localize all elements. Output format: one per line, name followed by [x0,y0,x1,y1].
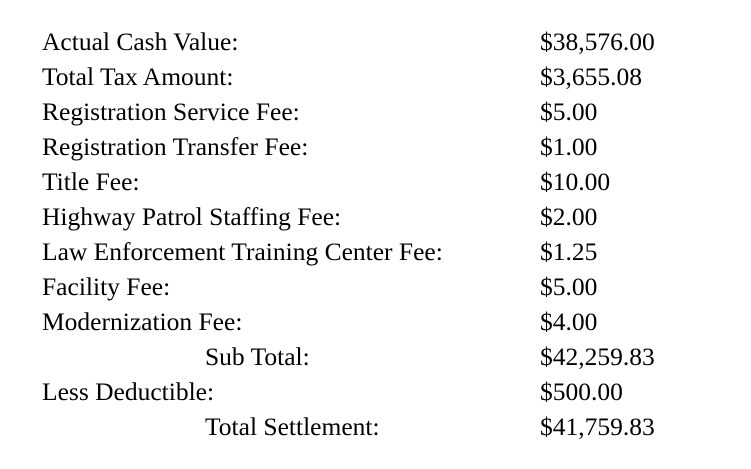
row-label: Total Settlement: [205,412,380,441]
row-modernization-fee [0,304,751,339]
row-actual-cash-value [0,24,751,59]
row-value: $41,759.83 [540,412,655,441]
row-value: $5.00 [540,272,598,301]
row-label: Facility Fee: [42,272,171,301]
row-value: $5.00 [540,97,598,126]
row-label: Modernization Fee: [42,307,243,336]
row-less-deductible [0,374,751,409]
row-value: $3,655.08 [540,62,642,91]
row-registration-transfer-fee [0,129,751,164]
row-title-fee [0,164,751,199]
row-label: Actual Cash Value: [42,27,239,56]
row-highway-patrol-staffing-fee [0,199,751,234]
row-label: Highway Patrol Staffing Fee: [42,202,342,231]
row-total-settlement [0,409,751,444]
row-total-tax-amount [0,59,751,94]
row-label: Registration Service Fee: [42,97,300,126]
row-label: Total Tax Amount: [42,62,234,91]
row-value: $1.00 [540,132,598,161]
row-label: Less Deductible: [42,377,215,406]
row-facility-fee [0,269,751,304]
row-sub-total [0,339,751,374]
row-value: $38,576.00 [540,27,655,56]
row-value: $500.00 [540,377,623,406]
row-value: $42,259.83 [540,342,655,371]
row-value: $10.00 [540,167,611,196]
row-registration-service-fee [0,94,751,129]
row-value: $4.00 [540,307,598,336]
row-value: $2.00 [540,202,598,231]
row-label: Title Fee: [42,167,140,196]
row-label: Registration Transfer Fee: [42,132,309,161]
row-label: Law Enforcement Training Center Fee: [42,237,443,266]
row-value: $1.25 [540,237,598,266]
row-label: Sub Total: [205,342,310,371]
row-law-enforcement-training-center-fee [0,234,751,269]
